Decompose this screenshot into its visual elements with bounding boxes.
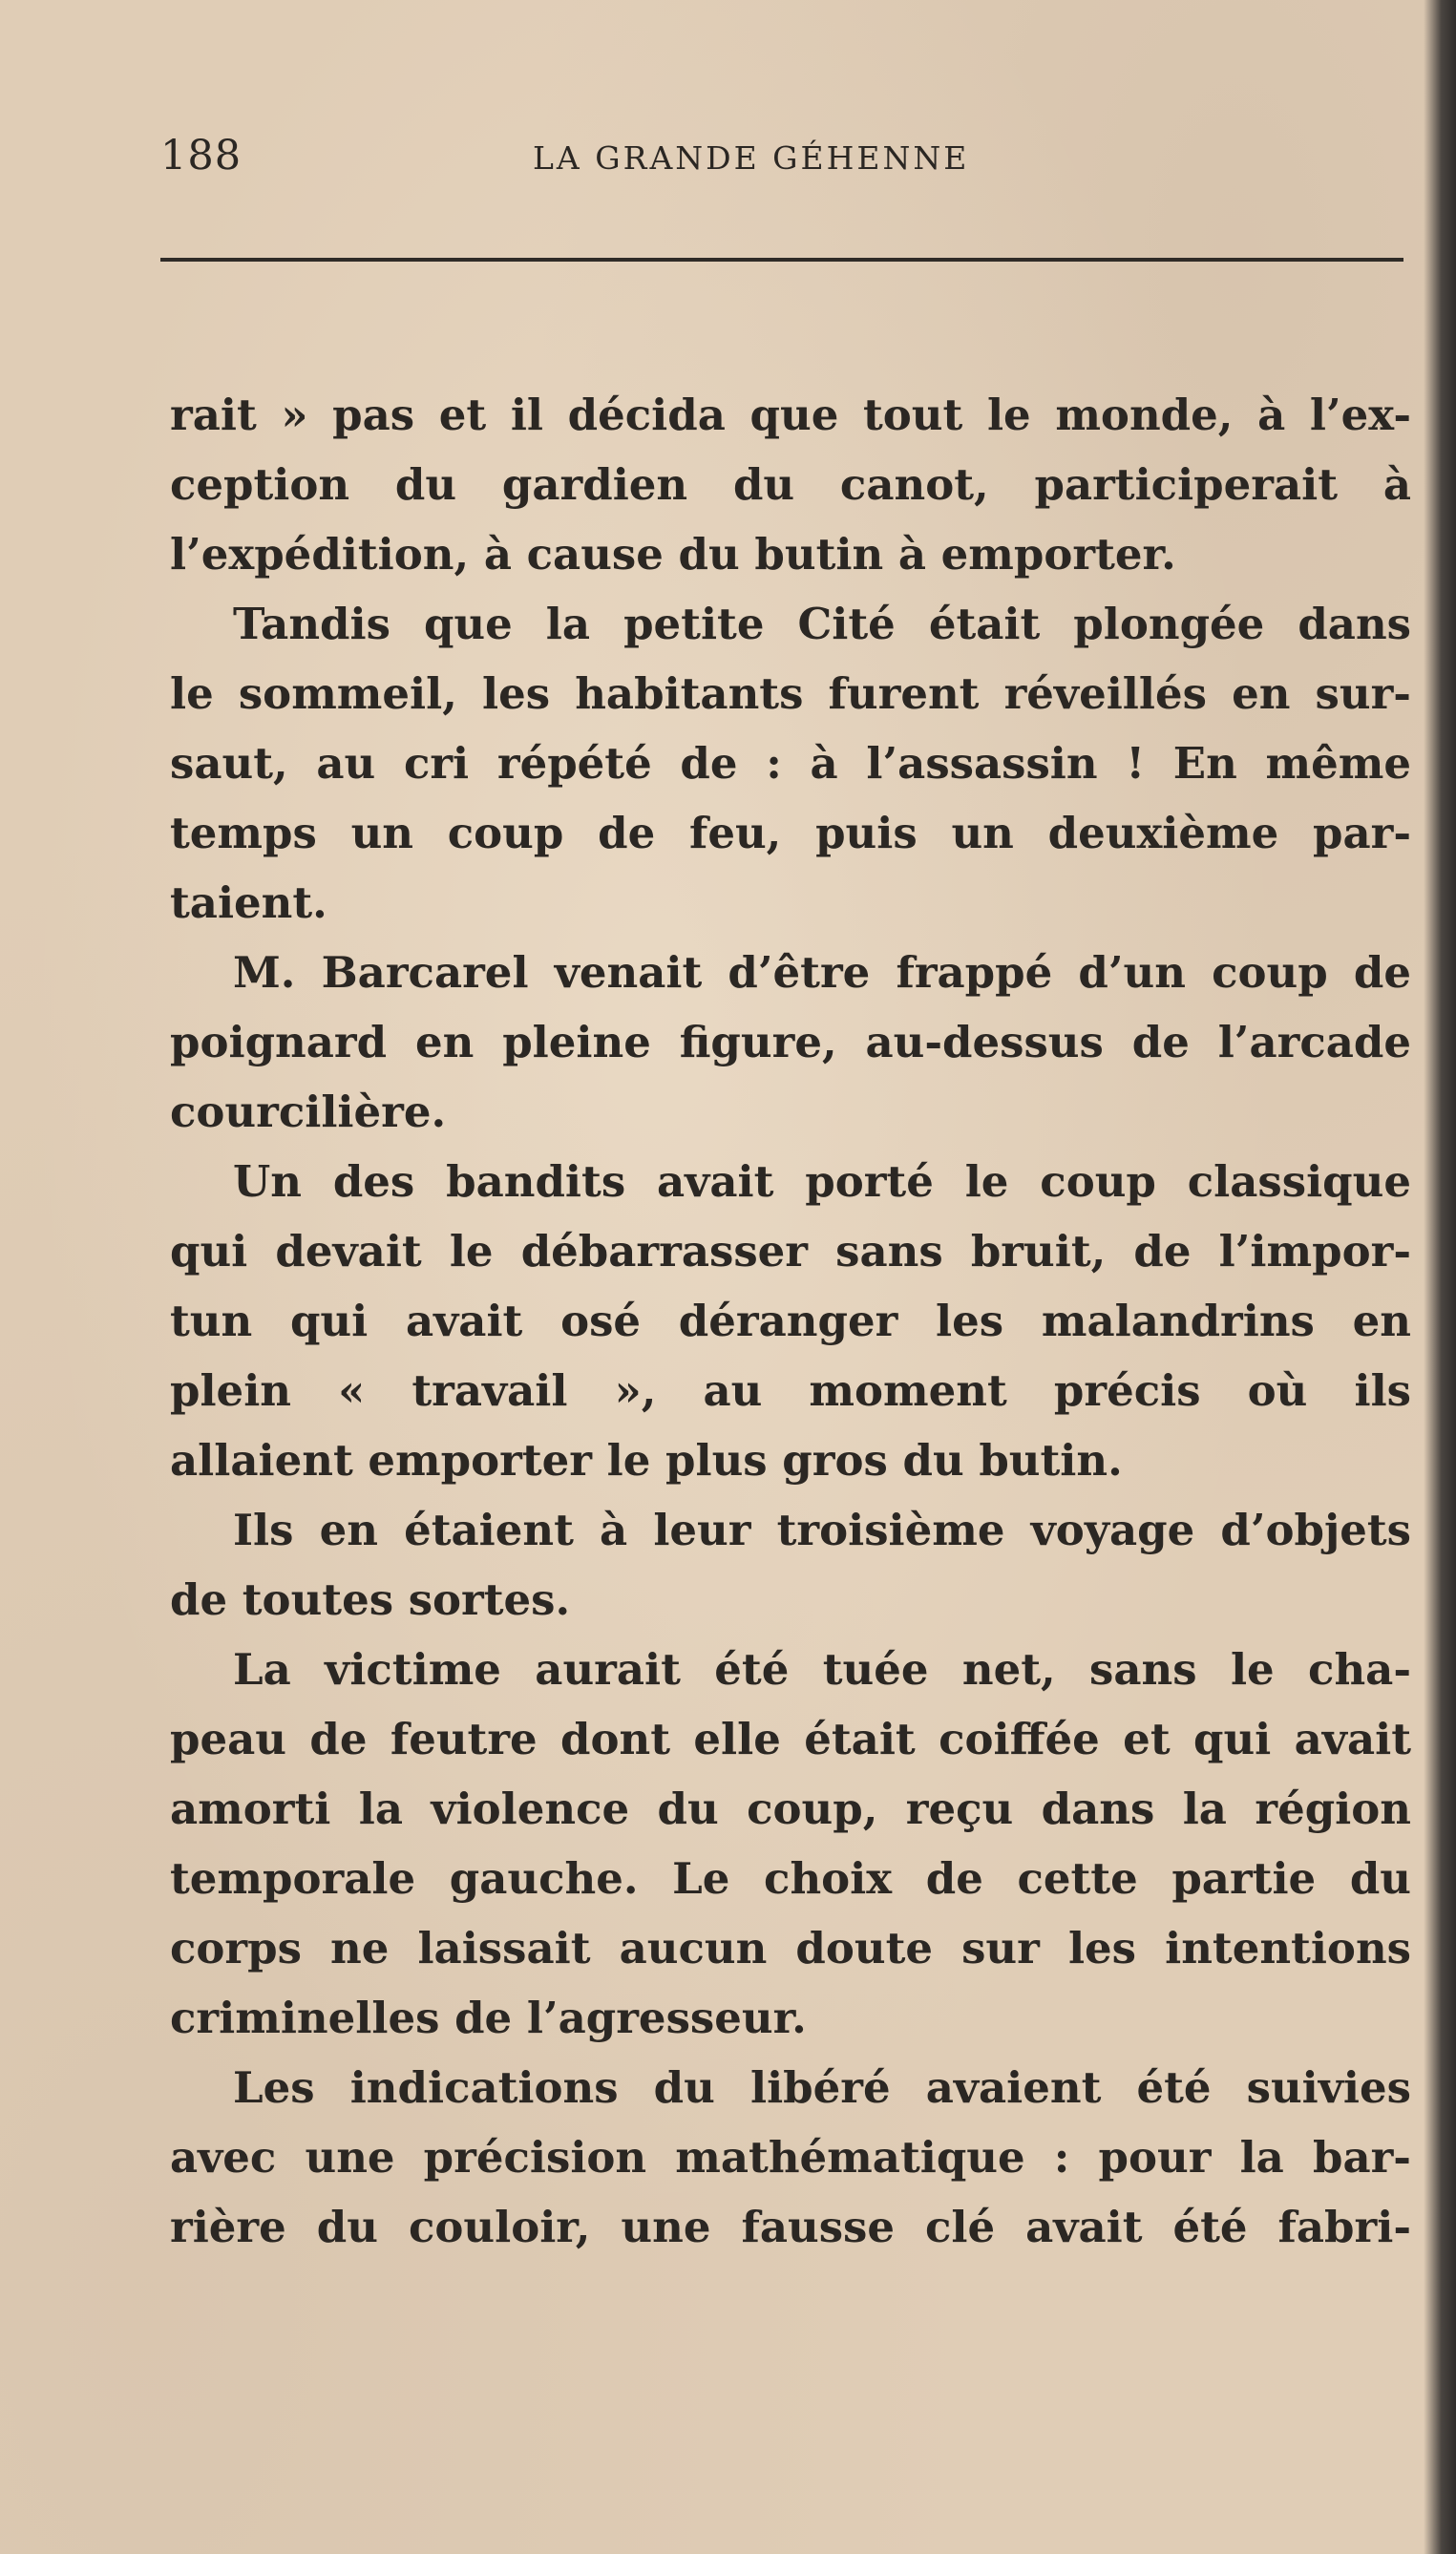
- page-edge-shadow: [1424, 0, 1456, 2554]
- text-line: de toutes sortes.: [170, 1574, 571, 1625]
- text-line: poignard en pleine figure, au-dessus de l’arcade: [170, 1017, 1411, 1067]
- text-line: l’expédition, à cause du butin à emporter.: [170, 529, 1176, 580]
- text-line: taient.: [170, 877, 327, 928]
- text-line: M. Barcarel venait d’être frappé d’un coup de: [233, 947, 1411, 998]
- text-line: Les indications du libéré avaient été suivies: [233, 2062, 1411, 2113]
- text-line: avec une précision mathématique : pour la bar-: [170, 2132, 1411, 2183]
- text-line: corps ne laissait aucun doute sur les intentions: [170, 1923, 1411, 1974]
- text-line: criminelles de l’agresseur.: [170, 1993, 807, 2043]
- page-header: [160, 132, 1402, 189]
- text-line: amorti la violence du coup, reçu dans la région: [170, 1784, 1411, 1834]
- running-title: LA GRANDE GÉHENNE: [533, 139, 970, 177]
- text-line: temporale gauche. Le choix de cette partie du: [170, 1853, 1411, 1904]
- header-rule: [160, 258, 1403, 262]
- text-line: le sommeil, les habitants furent réveillés en sur-: [170, 668, 1411, 719]
- text-line: temps un coup de feu, puis un deuxième par-: [170, 808, 1411, 858]
- text-line: allaient emporter le plus gros du butin.: [170, 1435, 1123, 1486]
- text-line: Tandis que la petite Cité était plongée dans: [233, 599, 1411, 649]
- text-line: saut, au cri répété de : à l’assassin ! En même: [170, 738, 1411, 789]
- text-line: qui devait le débarrasser sans bruit, de l’impor-: [170, 1226, 1411, 1277]
- text-line: ception du gardien du canot, participerait à: [170, 459, 1411, 510]
- body-text: [170, 380, 1411, 2262]
- text-line: tun qui avait osé déranger les malandrins en: [170, 1296, 1411, 1346]
- text-line: Un des bandits avait porté le coup classique: [233, 1156, 1411, 1207]
- text-line: La victime aurait été tuée net, sans le cha-: [233, 1644, 1411, 1695]
- page-number: 188: [160, 132, 243, 179]
- text-line: courcilière.: [170, 1087, 447, 1137]
- text-line: rière du couloir, une fausse clé avait été fabri-: [170, 2202, 1411, 2252]
- text-line: peau de feutre dont elle était coiffée et qui avait: [170, 1714, 1411, 1764]
- text-line: Ils en étaient à leur troisième voyage d’objets: [233, 1505, 1411, 1555]
- text-line: rait » pas et il décida que tout le monde, à l’ex-: [170, 390, 1411, 440]
- text-line: plein « travail », au moment précis où ils: [170, 1365, 1411, 1416]
